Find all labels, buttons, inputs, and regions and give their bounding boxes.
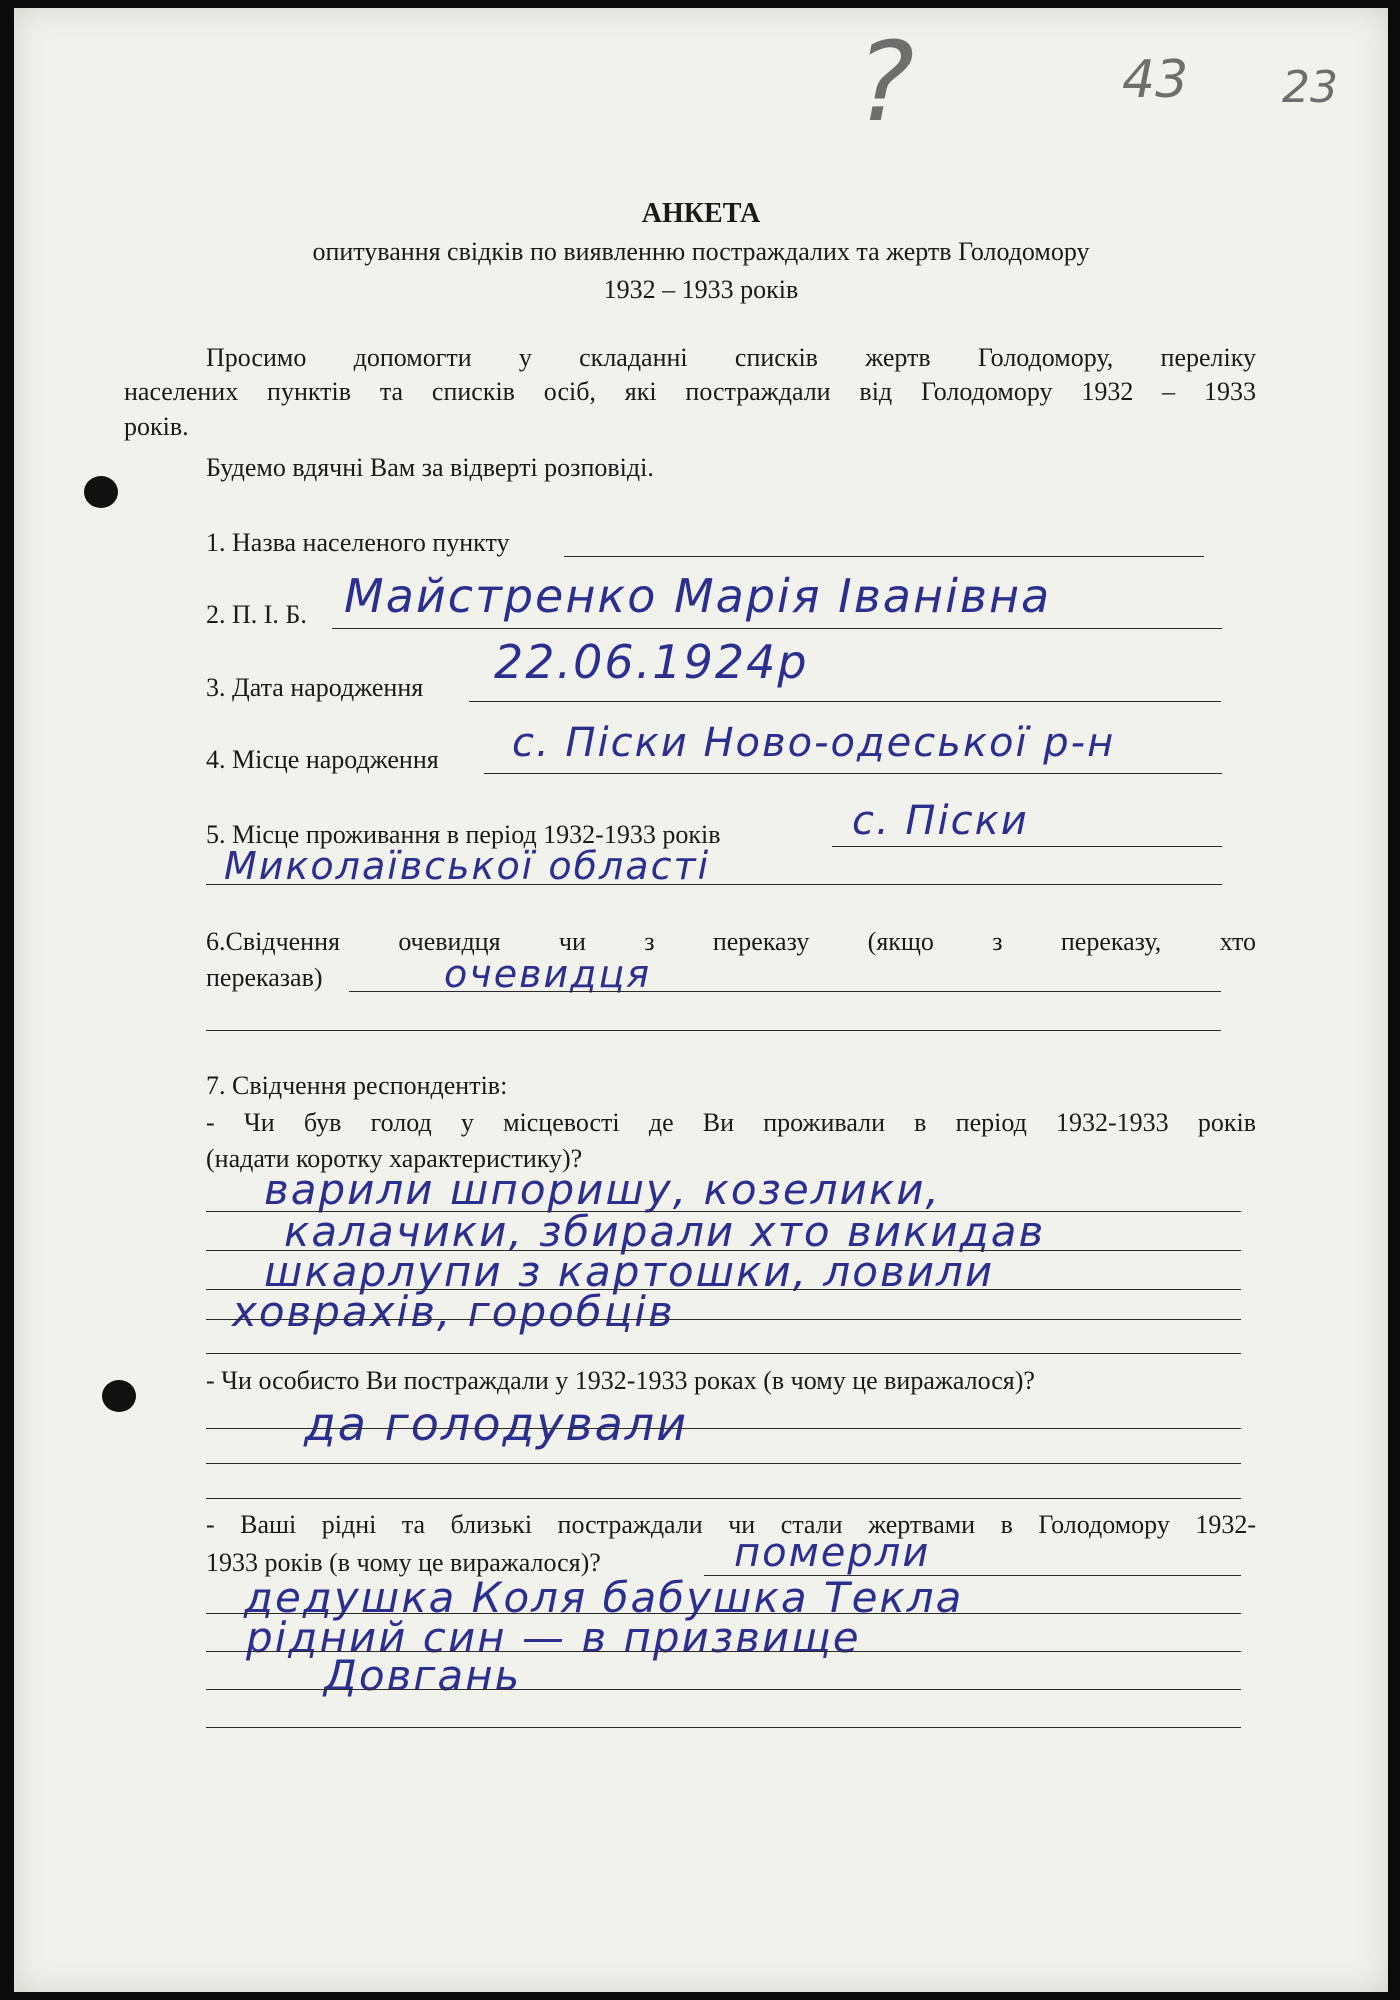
intro-line-1: Просимо допомогти у складанні списків жертв Голодомору, переліку bbox=[206, 343, 1256, 372]
field-2-line bbox=[332, 628, 1222, 629]
question-1-line-1: - Чи був голод у місцевості де Ви проживали в період 1932-1933 років bbox=[206, 1108, 1256, 1137]
field-6-value: очевидця bbox=[444, 952, 652, 996]
field-5-value-2: Миколаївської області bbox=[224, 844, 711, 888]
answer-1-rule-4 bbox=[206, 1319, 1241, 1320]
field-1-line bbox=[564, 556, 1204, 557]
question-2: - Чи особисто Ви постраждали у 1932-1933 роках (в чому це виражалося)? bbox=[206, 1366, 1035, 1395]
answer-3-rule-4 bbox=[206, 1727, 1241, 1728]
field-5-label: 5. Місце проживання в період 1932-1933 років bbox=[206, 820, 721, 849]
field-3-label: 3. Дата народження bbox=[206, 673, 424, 702]
question-3-line-1: - Ваші рідні та близькі постраждали чи стали жертвами в Голодомору 1932- bbox=[206, 1510, 1256, 1539]
answer-3-line-1: дедушка Коля бабушка Текла bbox=[244, 1573, 964, 1622]
answer-1-line-3: шкарлупи з картошки, ловили bbox=[264, 1247, 995, 1296]
field-4-label: 4. Місце народження bbox=[206, 745, 439, 774]
answer-3-line-2: рідний син — в призвище bbox=[246, 1613, 861, 1662]
field-6-label-line-1: 6.Свідчення очевидця чи з переказу (якщо з переказу, хто bbox=[206, 927, 1256, 956]
field-5-line-1 bbox=[832, 846, 1222, 847]
answer-3-line-3: Довгань bbox=[324, 1651, 522, 1700]
pencil-number-43: 43 bbox=[1122, 50, 1189, 110]
field-5-line-2 bbox=[206, 884, 1222, 885]
question-1-line-2: (надати коротку характеристику)? bbox=[206, 1144, 583, 1173]
answer-3-rule-3 bbox=[206, 1689, 1241, 1690]
questionnaire-page bbox=[14, 8, 1388, 1992]
document-title: АНКЕТА bbox=[641, 198, 761, 229]
answer-1-line-2: калачики, збирали хто викидав bbox=[284, 1207, 1046, 1256]
punch-hole-top bbox=[84, 476, 118, 508]
punch-hole-bottom bbox=[102, 1380, 136, 1412]
field-1-label: 1. Назва населеного пункту bbox=[206, 528, 510, 557]
answer-2: да голодували bbox=[304, 1397, 689, 1451]
pencil-question-mark: ? bbox=[856, 18, 915, 146]
answer-3-line-0: померли bbox=[734, 1530, 931, 1576]
intro-line-2: населених пунктів та списків осіб, які постраждали від Голодомору 1932 – 1933 bbox=[124, 377, 1256, 406]
document-subtitle: опитування свідків по виявленню постраждалих та жертв Голодомору bbox=[312, 237, 1090, 266]
intro-thanks: Будемо вдячні Вам за відверті розповіді. bbox=[206, 453, 654, 482]
field-4-value: с. Піски Ново-одеської р-н bbox=[512, 720, 1116, 766]
field-6-label-line-2: переказав) bbox=[206, 963, 323, 992]
section-7-title: 7. Свідчення респондентів: bbox=[206, 1071, 508, 1100]
field-3-value: 22.06.1924р bbox=[494, 635, 809, 689]
answer-2-rule-1 bbox=[206, 1428, 1241, 1429]
question-3-line-2: 1933 років (в чому це виражалося)? bbox=[206, 1548, 601, 1577]
answer-2-rule-3 bbox=[206, 1498, 1241, 1499]
field-6-line-2 bbox=[206, 1030, 1221, 1031]
field-5-value-1: с. Піски bbox=[852, 798, 1029, 844]
document-years: 1932 – 1933 років bbox=[603, 275, 799, 304]
pencil-number-23: 23 bbox=[1282, 62, 1338, 113]
answer-2-rule-2 bbox=[206, 1463, 1241, 1464]
field-2-label: 2. П. І. Б. bbox=[206, 600, 307, 629]
field-6-line-1 bbox=[349, 991, 1221, 992]
field-4-line bbox=[484, 773, 1222, 774]
answer-1-line-1: варили шпоришу, козелики, bbox=[264, 1165, 941, 1214]
answer-1-rule-5 bbox=[206, 1353, 1241, 1354]
field-3-line bbox=[469, 701, 1221, 702]
answer-1-line-4: ховрахів, горобців bbox=[232, 1287, 675, 1336]
intro-line-3: років. bbox=[124, 412, 189, 441]
field-2-value: Майстренко Марія Іванівна bbox=[344, 569, 1052, 623]
